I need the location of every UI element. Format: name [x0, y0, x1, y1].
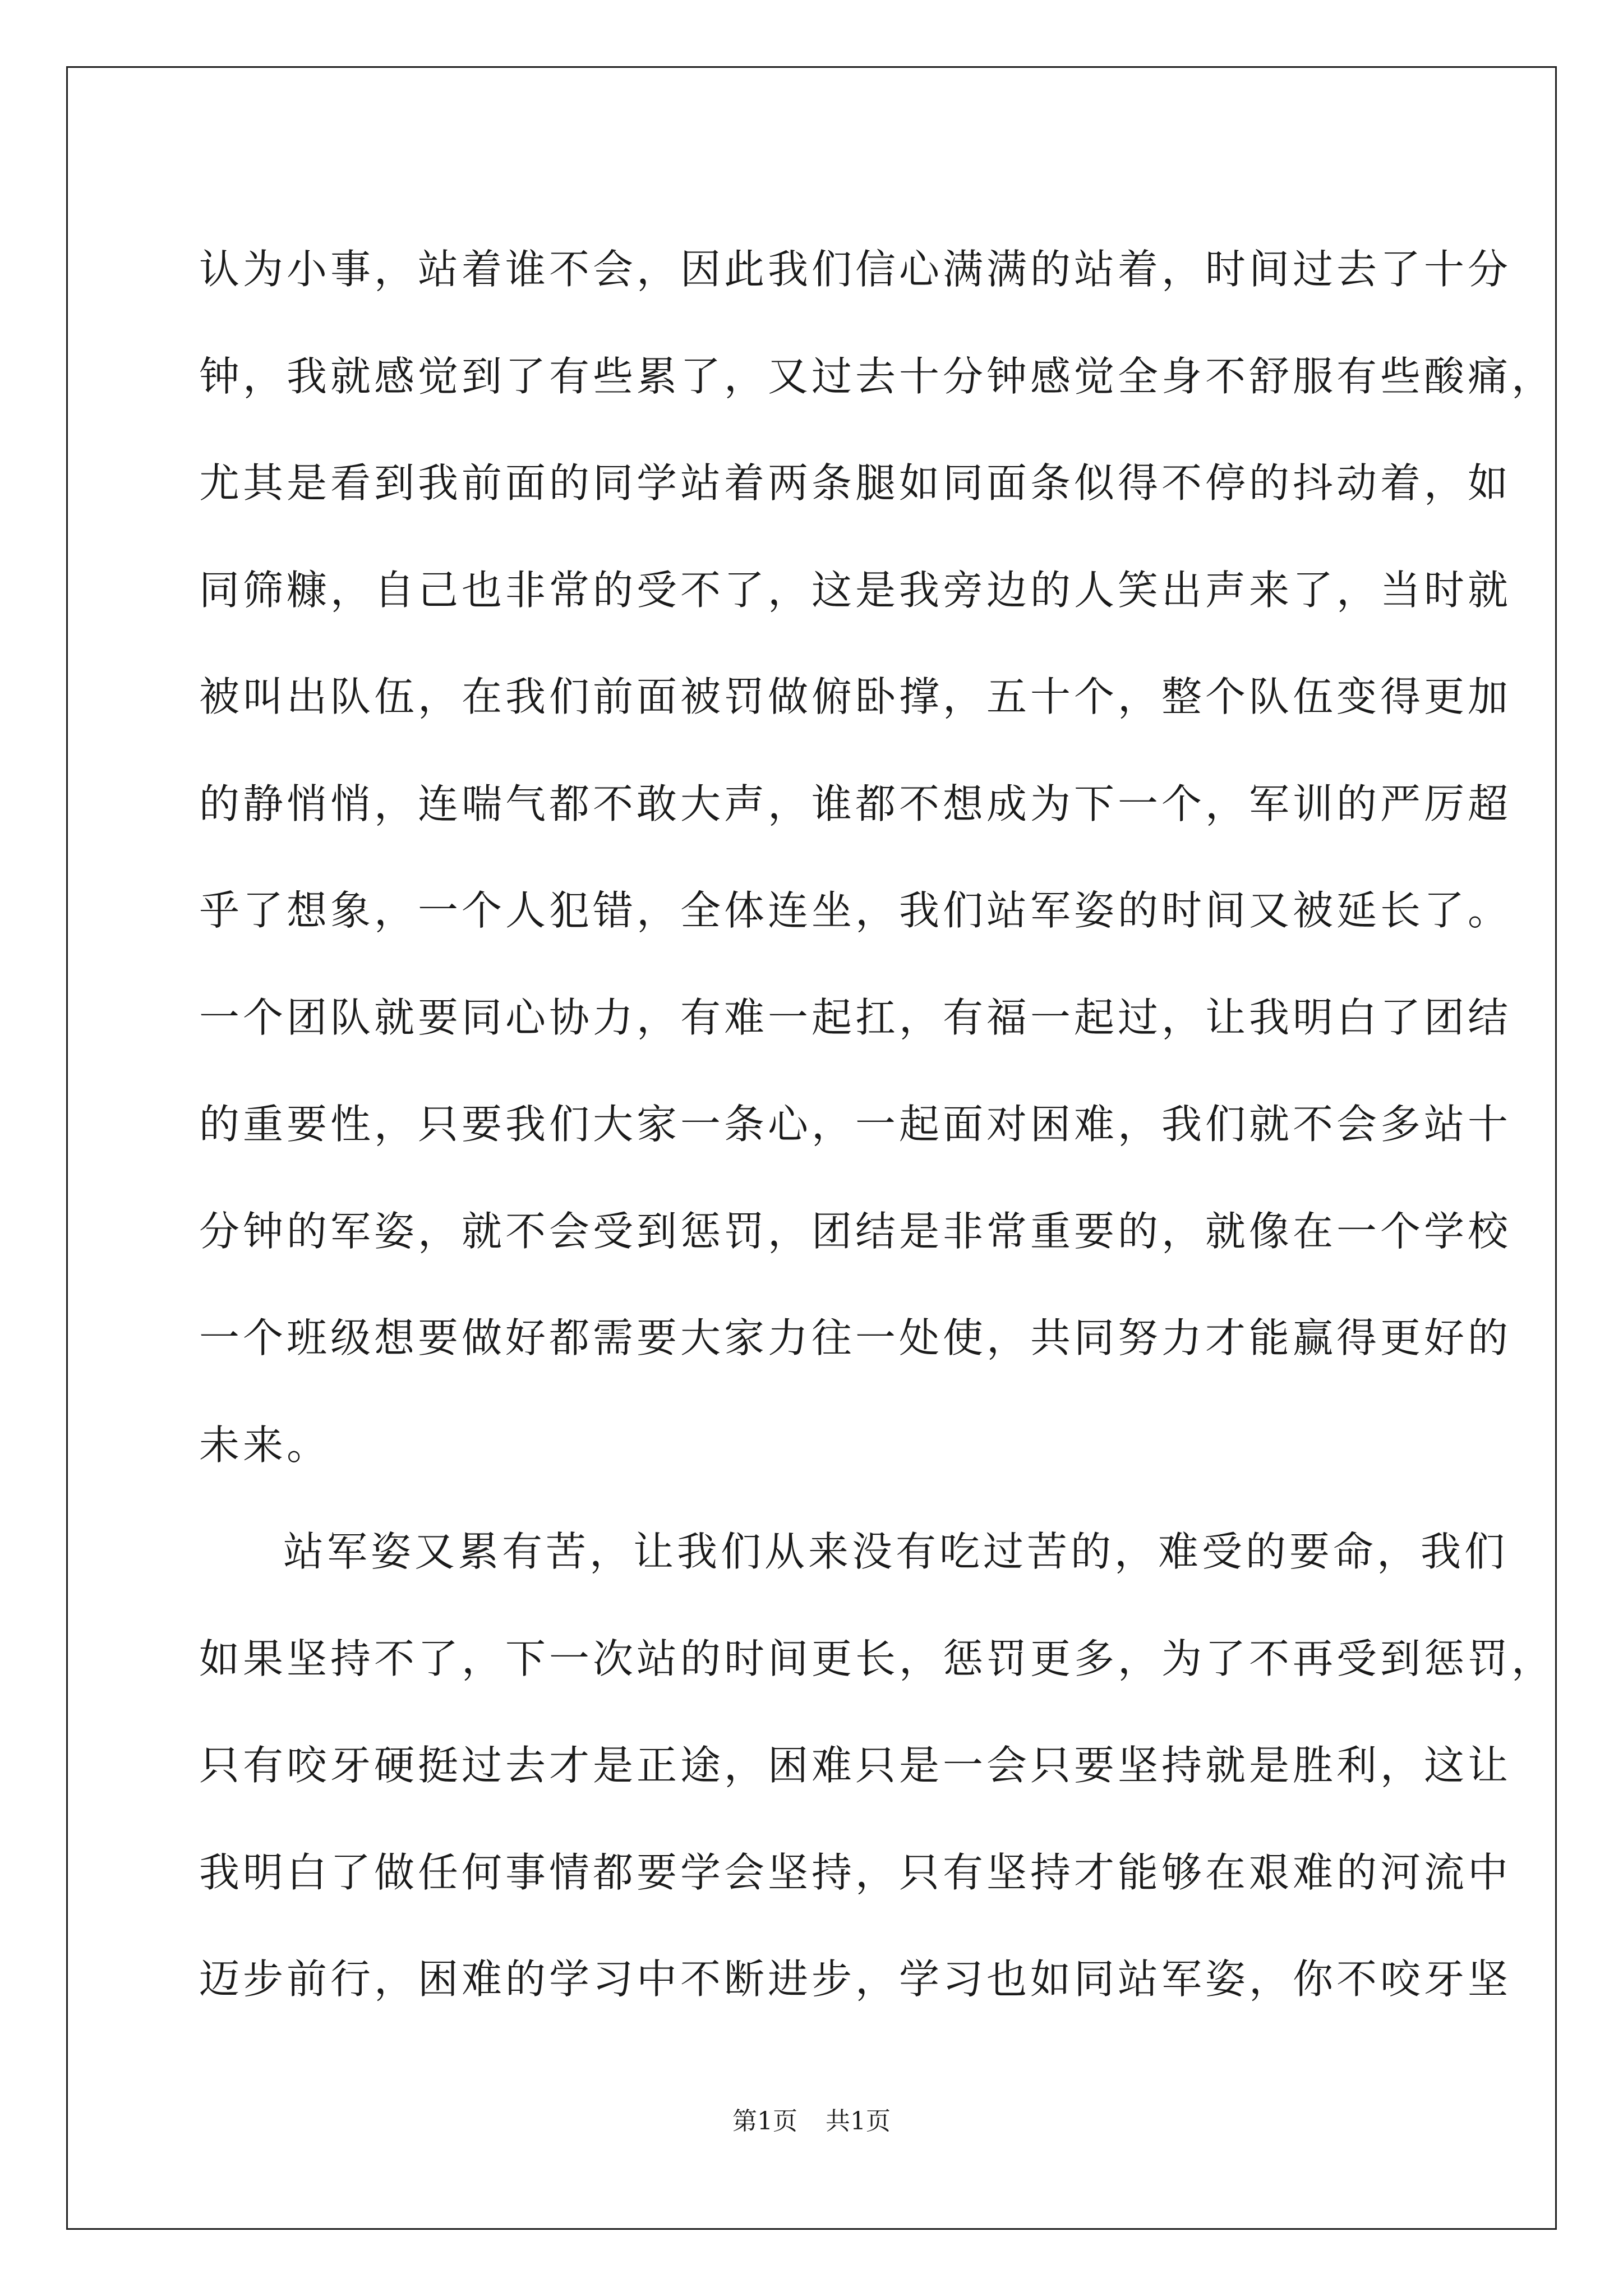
- total-pages-label: 共1页: [826, 2107, 891, 2136]
- text-line-9: 的重要性，只要我们大家一条心，一起面对困难，我们就不会多站十: [199, 1101, 1512, 1148]
- text-line-16: 我明白了做任何事情都要学会坚持，只有坚持才能够在艰难的河流中: [199, 1848, 1512, 1896]
- body-text: [199, 216, 1556, 2033]
- text-line-12: 未来。: [199, 1421, 331, 1469]
- text-line-4: 同筛糠，自己也非常的受不了，这是我旁边的人笑出声来了，当时就: [199, 566, 1512, 614]
- text-line-7: 乎了想象，一个人犯错，全体连坐，我们站军姿的时间又被延长了。: [199, 887, 1512, 934]
- text-line-11: 一个班级想要做好都需要大家力往一处使，共同努力才能赢得更好的: [199, 1314, 1512, 1361]
- text-line-14: 如果坚持不了，下一次站的时间更长，惩罚更多，为了不再受到惩罚，: [199, 1635, 1556, 1682]
- text-line-17: 迈步前行，困难的学习中不断进步，学习也如同站军姿，你不咬牙坚: [199, 1955, 1512, 2003]
- text-line-2: 钟，我就感觉到了有些累了，又过去十分钟感觉全身不舒服有些酸痛，: [199, 352, 1556, 400]
- current-page-label: 第1页: [732, 2107, 797, 2136]
- text-line-13: 站军姿又累有苦，让我们从来没有吃过苦的，难受的要命，我们: [283, 1528, 1509, 1575]
- text-line-15: 只有咬牙硬挺过去才是正途，困难只是一会只要坚持就是胜利，这让: [199, 1742, 1512, 1789]
- text-line-6: 的静悄悄，连喘气都不敢大声，谁都不想成为下一个，军训的严厉超: [199, 780, 1512, 827]
- text-line-8: 一个团队就要同心协力，有难一起扛，有福一起过，让我明白了团结: [199, 993, 1512, 1041]
- text-line-3: 尤其是看到我前面的同学站着两条腿如同面条似得不停的抖动着，如: [199, 459, 1512, 507]
- text-line-5: 被叫出队伍，在我们前面被罚做俯卧撑，五十个，整个队伍变得更加: [199, 673, 1512, 720]
- text-line-10: 分钟的军姿，就不会受到惩罚，团结是非常重要的，就像在一个学校: [199, 1207, 1512, 1255]
- text-line-1: 认为小事，站着谁不会，因此我们信心满满的站着，时间过去了十分: [199, 246, 1512, 293]
- page-footer: [0, 2105, 1623, 2138]
